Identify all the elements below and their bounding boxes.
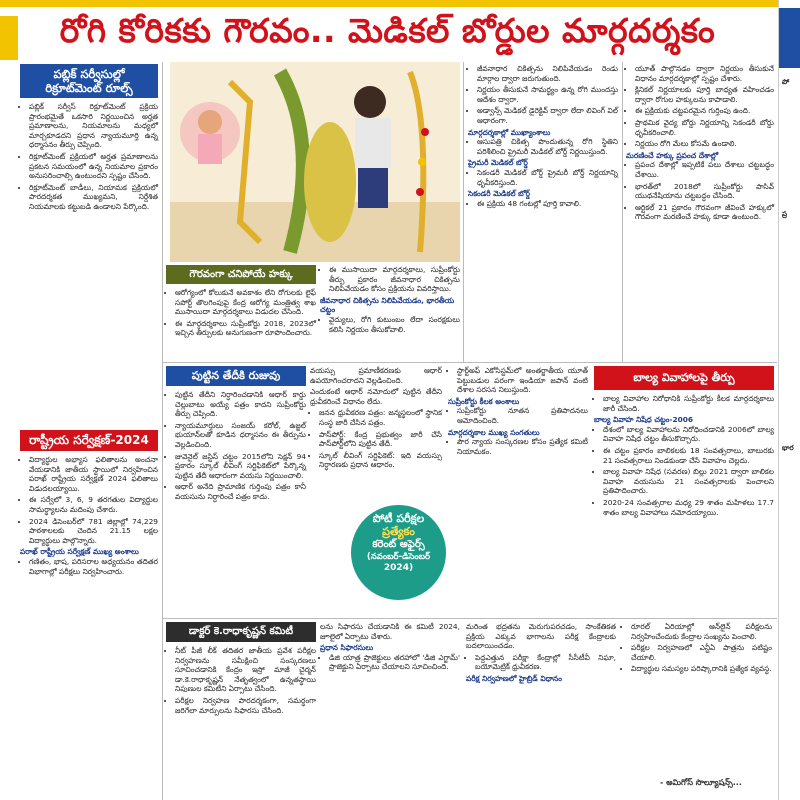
left-top-title: పబ్లిక్ సర్వీసుల్లో రిక్రూట్‌మెంట్ రూల్స్ [20,64,158,98]
right-top-item: • ఆసుపత్రి చికిత్స పొందుతున్న రోగి స్థితిని పరిశీలించి ప్రైమరీ మెడికల్ బోర్డ్ నిర్ణయిస్తుంది. [477,137,618,156]
illustration [170,62,460,262]
adjacent-tab [779,8,800,68]
far-right-item: • భారత్‌లో 2018లో సుప్రీంకోర్టు పాసివ్ యుథనేషియాను చట్టబద్ధం చేసింది. [635,182,774,201]
center-mid-subheading: జీవనాధార చికిత్సను నిలిపివేయడం, భారతీయ చట్టం [320,295,455,315]
top-strip [0,0,800,7]
committee-column-a [166,622,316,717]
adjacent-label: ప్ర [782,210,787,218]
left-mid-item: • 2024 డిసెంబర్‌లో 781 జిల్లాల్లో 74,229 పాఠశాలలకు చెందిన 21.15 లక్షల విద్యార్థులు పాల్గొన్నారు. [29,517,158,546]
left-top-item: • రిక్రూట్‌మెంట్ బాడీలు, నియామక ప్రక్రియలో పారదర్శకత ముఖ్యమని, నిర్దేశిత నియమాలకు కట్టుబడి ఉండాలని పేర్కొంది. [29,183,158,212]
mid-right-column [448,366,588,458]
special-badge-text [351,512,446,574]
committee-item: • పరీక్షల నిర్వహణలో ఎన్టీఏ పాత్రను పటిష్టం చేయాలి. [631,643,772,662]
adjacent-label: భార [782,444,794,452]
headline-area [0,8,775,60]
far-right-item: • ఆర్టికల్ 21 ప్రకారం గౌరవంగా జీవించే హక్కులో గౌరవంగా మరణించే హక్కు కూడా ఉంటుంది. [635,203,774,222]
far-right-item: • క్లినికల్ నిర్ణయాలకు పూర్తి బాధ్యత వహించడం ద్వారా రోగుల హక్కులను కాపాడాలి. [635,85,774,104]
right-top-item: • అడ్వాన్స్ మెడికల్ డైరెక్టివ్ ద్వారా లేదా లివింగ్ విల్ ఆధారంగా. [477,106,618,125]
committee-column-c [466,622,616,684]
birthdate-item: • ఆధార్ అనేది ప్రామాణిక గుర్తింపు పత్రం కానీ వయసును నిర్ధారించే పత్రం కాదు. [175,482,306,501]
left-mid-column [20,430,158,578]
center-mid-item: • ఆరోగ్యంలో కోలుకునే అవకాశం లేని రోగులకు లైఫ్ సపోర్ట్ తొలగింపుపై కేంద్ర ఆరోగ్య మంత్రిత్వ శాఖ ముసాయిదా మార్గదర్శకాలు విడుదల చేసింది. [175,288,316,317]
left-top-column [20,64,158,214]
committee-item: • పెద్దఎత్తున పరీక్షా కేంద్రాల్లో సీసీటీవీ నిఘా, బయోమెట్రిక్ ధ్రువీకరణ. [475,653,616,672]
committee-para: మరింత భద్రతను మెరుగుపరచడం, సాంకేతికత ప్రక్రియ ఎక్కువ భాగాలను పరీక్ష కేంద్రాలకు బదలాయించడం. [466,622,616,651]
far-right-item: • నిర్ణయం రోగి మేలు కోసమే ఉండాలి. [635,139,774,149]
far-right-column [626,64,774,224]
right-top-subheading: సెకండరీ మెడికల్ బోర్డ్ [468,189,531,199]
far-right-item: • ఈ ప్రక్రియకు చట్టపరమైన గుర్తింపు ఉంది. [635,106,774,116]
right-top-item: • ఈ ప్రక్రియ 48 గంటల్లో పూర్తి కావాలి. [477,199,618,209]
birthdate-para: ఎందుకంటే ఆధార్ నమోదులో పుట్టిన తేదీని ధ్రువీకరించే విధానం లేదు. [310,387,442,406]
far-right-item: • యూత్ పాల్గొనడం ద్వారా నిర్ణయం తీసుకునే విధానం మార్గదర్శకాల్లో స్పష్టం చేశారు. [635,64,774,83]
left-mid-item: • గణితం, భాష, పరిసరాల అధ్యయనం తదితర విభాగాల్లో పరీక్షలు నిర్వహించారు. [29,557,158,576]
committee-item: • పరీక్షల నిర్వహణ పారదర్శకంగా, సమర్థంగా జరిగేలా మార్పులను సిఫారసు చేసింది. [175,696,316,715]
birthdate-para: వయస్సు ప్రమాణీకరణకు ఆధార్ ఉపయోగించరాదని వెల్లడించింది. [310,366,442,385]
mid-right-subheading: మార్గదర్శకాల ముఖ్య సంగతులు [448,427,540,437]
left-top-item: • పబ్లిక్ సర్వీస్ రిక్రూట్‌మెంట్ ప్రక్రియ ప్రారంభమైతే ఒకసారి నిర్ణయించిన అర్హత ప్రమాణాలను, నియమాలను మధ్యలో మార్చకూడదని ప్రధాన న్యాయమూర్తి ఉన్న ధర్మాసనం తీర్పు చెప్పింది. [29,102,158,150]
center-mid-column-a [166,265,316,340]
child-marriage-item: • బాల్య వివాహాల నిరోధానికి సుప్రీంకోర్టు కీలక మార్గదర్శకాలు జారీ చేసింది. [603,394,774,413]
right-top-item: • నిర్ణయం తీసుకునే సామర్థ్యం ఉన్న రోగి ముందస్తు ఆదేశం ద్వారా. [477,85,618,104]
birthdate-item: • న్యాయమూర్తులు సంజయ్ కరోల్, ఉజ్జల్ భుయాన్‌లతో కూడిన ధర్మాసనం ఈ తీర్పును వెల్లడించింది. [175,421,306,450]
section-divider [162,362,777,363]
committee-item: • రూరల్ ఏరియాల్లో ఆన్‌లైన్ పరీక్షలను నిర్వహించేందుకు కేంద్రాల సంఖ్యను పెంచాలి. [631,622,772,641]
right-top-item: • సెకండరీ మెడికల్ బోర్డ్ ప్రైమరీ బోర్డ్ నిర్ణయాన్ని ధృవీకరిస్తుంది. [477,168,618,187]
birthdate-column-a [166,366,306,504]
left-mid-item: • విద్యార్థుల అభ్యాస ఫలితాలను అంచనా వేయడానికి జాతీయ స్థాయిలో నిర్వహించిన పరాఖ్ రాష్ట్రీయ సర్వేక్షణ్ 2024 ఫలితాలు విడుదలయ్యాయి. [29,455,158,493]
center-mid-title: గౌరవంగా చనిపోయే హక్కు [166,265,316,284]
section-divider [162,618,777,619]
committee-subheading: పరీక్ష నిర్వహణలో హైబ్రిడ్ విధానం [466,673,562,683]
birthdate-item: • పాస్‌పోర్ట్: కేంద్ర ప్రభుత్వం జారీ చేసే పాస్‌పోర్ట్‌లోని పుట్టిన తేదీ. [319,430,442,449]
child-marriage-item: • 2020-24 సంవత్సరాల మధ్య 29 శాతం మహిళలు 17.7 శాతం బాల్య వివాహాలు నమోదయ్యాయి. [603,498,774,517]
special-line: 2024) [383,563,414,573]
center-mid-column-b [320,265,460,336]
center-mid-item: • ఈ మార్గదర్శకాలు సుప్రీంకోర్టు 2018, 2023లో ఇచ్చిన తీర్పులకు అనుగుణంగా రూపొందించారు. [175,319,316,338]
child-marriage-title: బాల్య వివాహాలపై తీర్పు [594,366,774,390]
adjacent-page-edge [778,0,800,800]
far-right-item: • ప్రాథమిక వైద్య బోర్డు నిర్ణయాన్ని సెకండరీ బోర్డు ధృవీకరించాలి. [635,118,774,137]
birthdate-item: • జువెనైల్ జస్టిస్ చట్టం 2015లోని సెక్షన్ 94 ప్రకారం స్కూల్ లీవింగ్ సర్టిఫికెట్‌లో పేర్కొన్న పుట్టిన తేదీ ఆధారంగా వయసు నిర్ణయించాలి. [175,452,306,481]
left-mid-title: రాష్ట్రీయ సర్వేక్షణ్-2024 [20,430,158,451]
committee-item: • నీట్ పీజీ లీక్ తదితర జాతీయ ప్రవేశ పరీక్షల నిర్వహణను సమీక్షించి సంస్కరణలు సూచించడానికి కేంద్రం ఇస్రో మాజీ చైర్మన్ డా.కె.రాధాకృష్ణన్ నేతృత్వంలో ఉన్నతస్థాయి నిపుణుల కమిటీని ఏర్పాటు చేసింది. [175,646,316,694]
mid-right-item: • పౌర న్యాయ సంస్కరణల కోసం ప్రత్యేక కమిటీ నియామకం. [457,437,588,456]
child-marriage-item: • దేశంలో బాల్య వివాహాలను నిరోధించడానికి 2006లో బాల్య వివాహ నిషేధ చట్టం తీసుకొచ్చారు. [603,425,774,444]
mid-right-item: • సుప్రీంకోర్టు నూతన ప్రతిపాదనలు ఆమోదించింది. [457,406,588,425]
birthdate-title: పుట్టిన తేదీకి రుజువు [166,366,306,386]
committee-item: • విద్యార్థుల సమస్యల పరిష్కారానికి ప్రత్యేక వ్యవస్థ. [631,664,772,674]
committee-column-d [622,622,772,676]
left-top-item: • రిక్రూట్‌మెంట్ ప్రక్రియలో అర్హత ప్రమాణాలను ప్రకటన సమయంలో ఉన్న నియమాల ప్రకారం అనుసరించాల్సి ఉంటుందని స్పష్టం చేసింది. [29,152,158,181]
hospital-patient-illustration [170,62,460,262]
page-headline: రోగి కోరికకు గౌరవం.. మెడికల్ బోర్డుల మార్గదర్శకం [59,10,716,50]
left-mid-item: • ఈ సర్వేలో 3, 6, 9 తరగతుల విద్యార్థుల సామర్థ్యాలను మదింపు చేశారు. [29,495,158,514]
committee-title: డాక్టర్ కె.రాధాకృష్ణన్ కమిటీ [166,622,316,642]
birthdate-column-b [310,366,442,472]
right-top-subheading: ప్రైమరీ మెడికల్ బోర్డ్ [468,158,528,168]
committee-para: లను సిఫారసు చేయడానికి ఈ కమిటీ 2024, జూలైలో ఏర్పాటు చేశారు. [320,622,460,641]
child-marriage-subheading: బాల్య వివాహ నిషేధ చట్టం-2006 [594,415,694,425]
special-line: కరెంట్ అఫైర్స్ [372,539,425,550]
far-right-subheading: మరణించే హక్కు ప్రపంచ దేశాల్లో [626,150,719,160]
column-divider [463,62,464,362]
birthdate-item: • స్కూల్ లీవింగ్ సర్టిఫికెట్: ఇది వయస్సు నిర్ధారణకు ప్రధాన ఆధారం. [319,451,442,470]
birthdate-item: • జనన ధ్రువీకరణ పత్రం: జన్మస్థలంలో స్థానిక సంస్థ జారీ చేసిన పత్రం. [319,408,442,427]
committee-item: • డిజి యాత్ర ప్రాజెక్టులు తరహాలో 'డిజి ఎగ్జామ్' ప్రాజెక్టుని ఏర్పాటు చేయాలని సూచించింది. [329,653,460,672]
right-top-item: • జీవనాధార చికిత్సను నిలిపివేయడం రెండు మార్గాల ద్వారా జరుగుతుంది. [477,64,618,83]
column-divider [162,62,163,800]
right-top-column [468,64,618,210]
birthdate-item: • పుట్టిన తేదీని నిర్ధారించడానికి ఆధార్ కార్డు చెల్లుబాటు అయ్యే పత్రం కాదని సుప్రీంకోర్టు తీర్పు చెప్పింది. [175,390,306,419]
special-line: (నవంబర్-డిసెంబర్ [366,552,431,562]
committee-subheading: ప్రధాన సిఫారసులు [320,643,374,653]
mid-right-subheading: సుప్రీంకోర్టు కీలక అంశాలు [448,396,520,406]
left-mid-subheading: పరాఖ్ రాష్ట్రీయ సర్వేక్షణ్ ముఖ్య అంశాలు [20,547,139,557]
committee-column-b [320,622,460,674]
special-line: పోటీ పరీక్షల [372,512,425,525]
child-marriage-item: • బాల్య వివాహ నిషేధ (సవరణ) బిల్లు 2021 ద్వారా బాలికల వివాహ వయసును 21 సంవత్సరాలకు పెంచాలని ప్రతిపాదించారు. [603,467,774,496]
child-marriage-item: • ఈ చట్టం ప్రకారం బాలికలకు 18 సంవత్సరాలు, బాలురకు 21 సంవత్సరాలు నిండకుండా చేసే వివాహం చెల్లదు. [603,446,774,465]
adjacent-label: పో [782,78,790,86]
headline-accent-bar [0,16,18,60]
mid-right-item: • స్టార్ట్‌అప్ ఎకోసిస్టమ్‌లో అంతర్జాతీయ యూత్ పెట్టుబడుల పరంగా ఇండియా జపాన్ వంటి దేశాల సరసన నిలుస్తుంది. [457,366,588,395]
special-line: ప్రత్యేకం [382,525,415,538]
center-mid-item: • వైద్యులు, రోగి కుటుంబం లేదా సంరక్షకులు కలిసి నిర్ణయం తీసుకోవాలి. [329,315,460,334]
child-marriage-column [594,366,774,519]
center-mid-item: • ఈ ముసాయిదా మార్గదర్శకాలు, సుప్రీంకోర్టు తీర్పు ప్రకారం జీవనాధార చికిత్సను నిలిపివేయడం కోసం ప్రక్రియను వివరిస్తాయి. [329,265,460,294]
far-right-item: • ప్రపంచ దేశాల్లో ఇప్పటికే పలు దేశాలు చట్టబద్ధం చేశాయి. [635,160,774,179]
right-top-subheading: మార్గదర్శకాల్లో ముఖ్యాంశాలు [468,127,551,137]
article-credit: - అమిగోస్ సొల్యూషన్స్... [660,778,742,787]
